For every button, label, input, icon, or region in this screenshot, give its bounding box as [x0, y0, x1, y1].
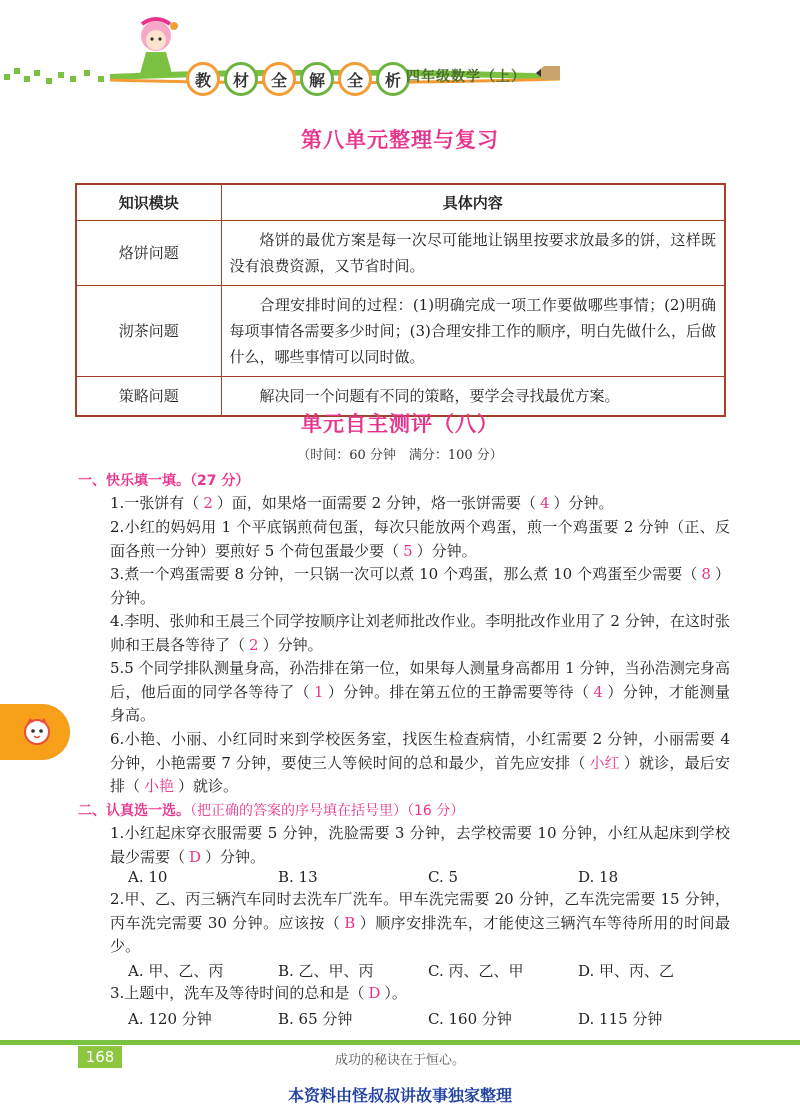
answer: 4 [539, 494, 550, 512]
question-1-3 [110, 563, 730, 610]
question-1-5 [110, 657, 730, 728]
page-header [0, 0, 800, 110]
section-one-heading: 一、快乐填一填。（27 分） [78, 473, 250, 489]
options-2-1 [128, 868, 728, 886]
question-text: ）分钟。 [110, 565, 730, 607]
question-2-2 [110, 888, 730, 959]
question-text: ）分钟。 [262, 635, 323, 654]
table-cell-content: 合理安排时间的过程：(1)明确完成一项工作要做哪些事情；(2)明确每项事情各需要多少时间；(3)合理安排工作的顺序，明白先做什么，后做什么，哪些事情可以同时做。 [221, 285, 725, 376]
option: C. 5 [428, 868, 459, 886]
options-2-2 [128, 960, 728, 981]
question-1-2 [110, 516, 730, 563]
question-text: ）。 [384, 984, 407, 1002]
answer: D [189, 847, 202, 866]
table-cell-content: 解决同一个问题有不同的策略，要学会寻找最优方案。 [221, 376, 725, 416]
mascot-girl-icon [128, 14, 184, 84]
option: D. 115 分钟 [578, 1010, 663, 1028]
option: C. 160 分钟 [428, 1010, 512, 1028]
question-text: ）面，如果烙一面需要 2 分钟，烙一张饼需要（ [216, 494, 536, 512]
question-1-6 [110, 728, 730, 799]
time-score-line: （时间：60 分钟 满分：100 分） [297, 448, 503, 463]
table-cell-module: 沏茶问题 [76, 285, 221, 376]
answer: 5 [403, 541, 413, 560]
brand-char: 析 [376, 62, 410, 96]
question-text: ）就诊，最后安排（ [110, 753, 730, 795]
table-cell-module: 烙饼问题 [76, 220, 221, 285]
question-2-3 [110, 982, 730, 1006]
option: D. 甲、丙、乙 [578, 962, 675, 980]
question-text: ）分钟。排在第五位的王静需要等待（ [327, 682, 590, 701]
question-text: 1.一张饼有（ [110, 494, 200, 512]
question-1-4 [110, 610, 730, 657]
footer-motto: 成功的秘诀在于恒心。 [334, 1053, 465, 1068]
brand-char: 全 [338, 62, 372, 96]
brand-char: 全 [262, 62, 296, 96]
table-row [76, 285, 725, 376]
pencil-icon [534, 64, 562, 82]
section-two-title: 二、认真选一选。 [78, 803, 190, 819]
cat-face-icon [22, 716, 52, 746]
answer: 2 [203, 494, 213, 512]
question-text: ）分钟。 [205, 847, 266, 866]
question-text: 1.小红起床穿衣服需要 5 分钟，洗脸需要 3 分钟，去学校需要 10 分钟，小红从起床到学校最少需要（ [110, 824, 730, 866]
option: A. 10 [128, 868, 168, 886]
option: C. 丙、乙、甲 [428, 962, 524, 980]
question-text: ）分钟。 [553, 494, 614, 512]
subject-label: 四年级数学（上） [406, 69, 526, 85]
answer: 1 [313, 682, 324, 701]
question-2-1 [110, 822, 730, 869]
answer: 4 [593, 682, 603, 701]
question-text: 3.上题中，洗车及等待时间的总和是（ [110, 984, 365, 1002]
brand-char: 解 [300, 62, 334, 96]
brand-logo [186, 62, 410, 96]
option: D. 18 [578, 868, 619, 886]
answer: B [344, 913, 356, 932]
question-text: ）就诊。 [178, 777, 239, 795]
answer: 小艳 [144, 777, 175, 795]
section-two-heading [78, 800, 464, 820]
question-text: 5.5 个同学排队测量身高，孙浩排在第一位，如果每人测量身高都用 1 分钟，当孙浩测完身高后，他后面的同学各等待了（ [110, 659, 730, 701]
question-text: ）顺序安排洗车，才能使这三辆汽车等待所用的时间最少。 [110, 913, 730, 955]
question-text: 3.煮一个鸡蛋需要 8 分钟，一只锅一次可以煮 10 个鸡蛋，那么煮 10 个鸡蛋至少需要（ [110, 565, 698, 583]
question-text: 2.小红的妈妈用 1 个平底锅煎荷包蛋，每次只能放两个鸡蛋，煎一个鸡蛋要 2 分钟（正、反面各煎一分钟）要煎好 5 个荷包蛋最少要（ [110, 518, 730, 560]
option: A. 120 分钟 [128, 1010, 212, 1028]
option: B. 13 [278, 868, 318, 886]
credit-line: 本资料由怪叔叔讲故事独家整理 [287, 1086, 512, 1105]
option: B. 乙、甲、丙 [278, 962, 374, 980]
answer: D [368, 984, 381, 1002]
answer: 8 [701, 565, 711, 583]
option: A. 甲、乙、丙 [128, 962, 224, 980]
table-header-module: 知识模块 [76, 184, 221, 220]
table-row [76, 220, 725, 285]
answer: 小红 [589, 753, 620, 772]
table-header-content: 具体内容 [221, 184, 725, 220]
footer-line [0, 1040, 800, 1045]
question-text: ）分钟，才能测量身高。 [110, 682, 730, 724]
question-text: 4.李明、张帅和王晨三个同学按顺序让刘老师批改作业。李明批改作业用了 2 分钟，在这时张帅和王晨各等待了（ [110, 612, 730, 654]
brand-char: 材 [224, 62, 258, 96]
section-two-note: （把正确的答案的序号填在括号里）（16 分） [190, 803, 465, 819]
options-2-3 [128, 1008, 728, 1029]
pixel-decoration [0, 66, 120, 86]
page-number: 168 [78, 1046, 122, 1068]
table-cell-module: 策略问题 [76, 376, 221, 416]
option: B. 65 分钟 [278, 1010, 353, 1028]
question-text: 2.甲、乙、丙三辆汽车同时去洗车厂洗车。甲车洗完需要 20 分钟，乙车洗完需要 15 分钟，丙车洗完需要 30 分钟。应该按（ [110, 890, 730, 932]
question-1-1 [110, 492, 730, 516]
brand-char: 教 [186, 62, 220, 96]
table-header-row [76, 184, 725, 220]
side-tab [0, 704, 70, 760]
answer: 2 [249, 635, 259, 654]
question-text: 6.小艳、小丽、小红同时来到学校医务室，找医生检查病情，小红需要 2 分钟，小丽需要 4 分钟，小艳需要 7 分钟，要使三人等候时间的总和最少，首先应安排（ [110, 730, 730, 772]
unit-title: 第八单元整理与复习 [301, 128, 499, 152]
knowledge-table [75, 183, 726, 417]
test-title: 单元自主测评（八） [301, 412, 499, 436]
table-cell-content: 烙饼的最优方案是每一次尽可能地让锅里按要求放最多的饼，这样既没有浪费资源，又节省时间。 [221, 220, 725, 285]
question-text: ）分钟。 [416, 541, 477, 560]
